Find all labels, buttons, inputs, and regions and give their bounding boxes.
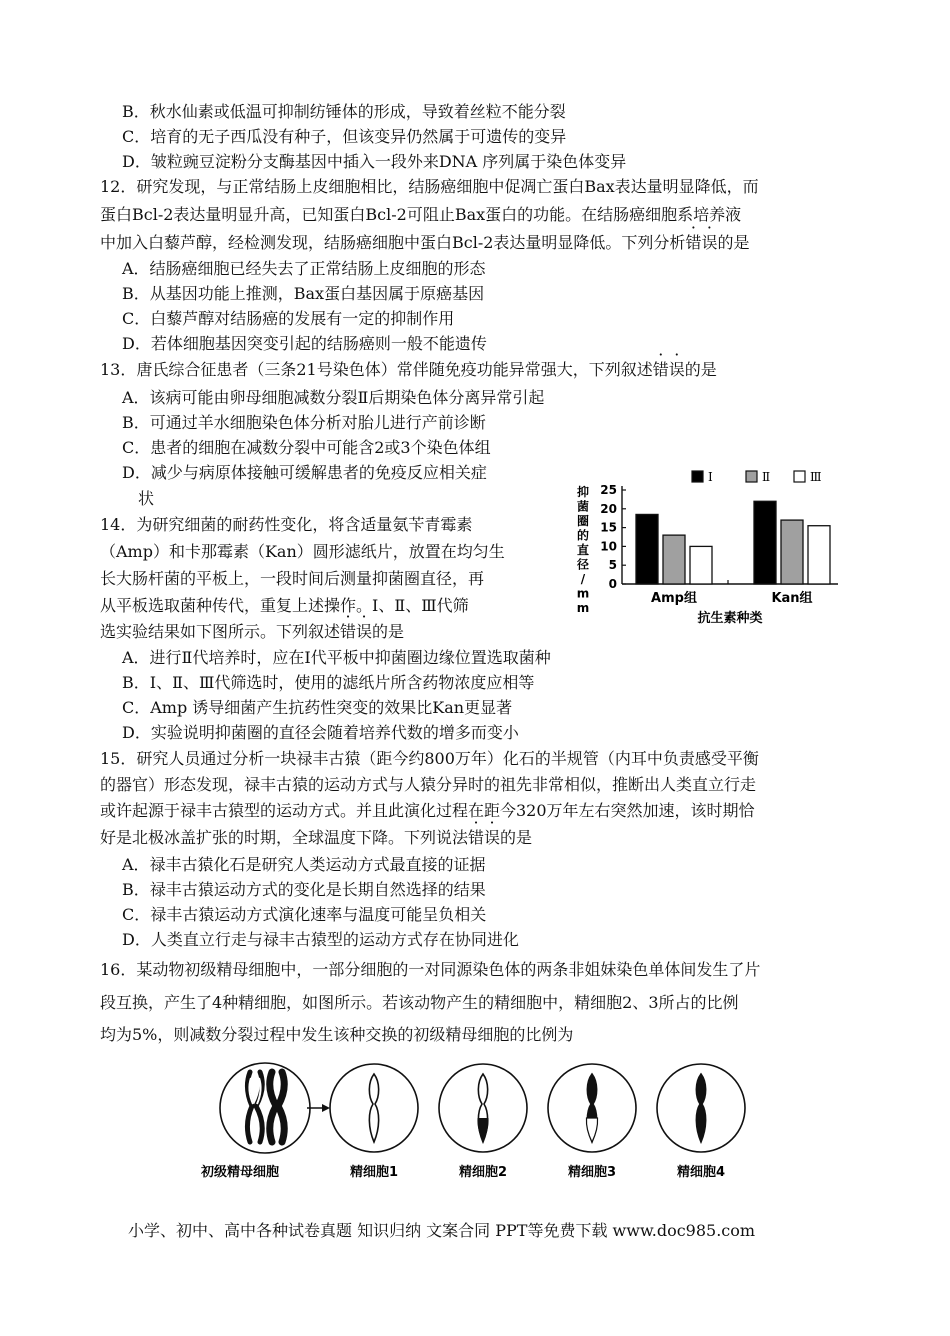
bar-Amp组-2 [663, 535, 685, 584]
q12-option-d: D．若体细胞基因突变引起的结肠癌则一般不能遗传 [122, 334, 487, 353]
ylabel-char: 抑 [576, 485, 590, 499]
chart-legend [692, 470, 822, 484]
ylabel-char: / [580, 572, 586, 586]
q15-stem-line4: 好是北极冰盖扩张的时期，全球温度下降。下列说法错误的是 [100, 826, 532, 850]
legend-swatch-3 [794, 471, 805, 482]
q14-stem-line4: 从平板选取菌种传代，重复上述操作。Ⅰ、Ⅱ、Ⅲ代筛 [100, 596, 469, 615]
legend-label-1: Ⅰ [708, 470, 713, 484]
bar-Amp组-3 [690, 546, 712, 584]
q14-option-d: D．实验说明抑菌圈的直径会随着培养代数的增多而变小 [122, 723, 519, 742]
q14-stem-line2: （Amp）和卡那霉素（Kan）圆形滤纸片，放置在均匀生 [100, 542, 505, 561]
ylabel-char: 菌 [576, 499, 590, 514]
q13-option-a: A．该病可能由卵母细胞减数分裂Ⅱ后期染色体分离异常引起 [122, 388, 545, 407]
q14-stem-line3: 长大肠杆菌的平板上，一段时间后测量抑菌圈直径，再 [100, 569, 485, 588]
y-tick-label: 10 [600, 539, 617, 554]
chart-x-axis-label: 抗生素种类 [697, 611, 763, 626]
emphasis-char: 误 [484, 828, 501, 847]
q16-stem-line3: 均为5%，则减数分裂过程中发生该种交换的初级精母细胞的比例为 [100, 1025, 574, 1044]
y-tick-label: 5 [608, 558, 617, 573]
ylabel-char: m [576, 586, 590, 601]
x-category-label: Amp组 [651, 591, 697, 606]
label-sperm-cell-1: 精细胞1 [349, 1165, 399, 1180]
sperm-cell-figure [200, 1058, 760, 1188]
q16-stem-line2: 段互换，产生了4种精细胞，如图所示。若该动物产生的精细胞中，精细胞2、3所占的比例 [100, 993, 739, 1012]
q15-option-c: C．禄丰古猿运动方式演化速率与温度可能呈负相关 [122, 905, 487, 924]
emphasis-char: 误 [356, 622, 373, 641]
q15-option-b: B．禄丰古猿运动方式的变化是长期自然选择的结果 [122, 880, 486, 899]
q15-stem-line3: 或许起源于禄丰古猿型的运动方式。并且此演化过程在距今320万年左右突然加速，该时期恰 [100, 801, 755, 820]
q13-stem: 13．唐氏综合征患者（三条21号染色体）常伴随免疫功能异常强大，下列叙述错误的是 [100, 358, 717, 382]
label-sperm-cell-3: 精细胞3 [567, 1165, 617, 1180]
legend-label-2: Ⅱ [762, 470, 771, 484]
q11-option-b: B．秋水仙素或低温可抑制纺锤体的形成，导致着丝粒不能分裂 [122, 102, 566, 121]
bar-Kan组-3 [808, 526, 830, 584]
y-tick-label: 25 [600, 483, 617, 497]
legend-swatch-2 [746, 471, 757, 482]
q15-option-d: D．人类直立行走与禄丰古猿型的运动方式存在协同进化 [122, 930, 519, 949]
chromosome-black-icon [696, 1074, 705, 1142]
q12-stem-line1: 12．研究发现，与正常结肠上皮细胞相比，结肠癌细胞中促凋亡蛋白Bax表达量明显降低，而 [100, 177, 759, 196]
q11-option-d: D．皱粒豌豆淀粉分支酶基因中插入一段外来DNA 序列属于染色体变异 [122, 152, 627, 171]
label-primary-spermatocyte: 初级精母细胞 [200, 1165, 280, 1180]
q15-option-a: A．禄丰古猿化石是研究人类运动方式最直接的证据 [122, 855, 486, 874]
bar-Kan组-1 [754, 501, 776, 584]
y-tick-label: 0 [608, 577, 617, 591]
q14-stem-line5: 选实验结果如下图所示。下列叙述错误的是 [100, 620, 404, 644]
antibiotic-bar-chart [570, 462, 850, 637]
ylabel-char: 直 [576, 543, 590, 557]
q12-option-a: A．结肠癌细胞已经失去了正常结肠上皮细胞的形态 [122, 259, 486, 278]
y-tick-label: 20 [600, 501, 617, 516]
q12-stem-line2: 蛋白Bcl-2表达量明显升高，已知蛋白Bcl-2可阻止Bax蛋白的功能。在结肠癌细胞系培养液 [100, 205, 742, 224]
y-tick-label: 15 [600, 520, 617, 535]
chart-bars [636, 501, 830, 584]
arrow-icon [322, 1104, 330, 1112]
label-sperm-cell-4: 精细胞4 [676, 1165, 726, 1180]
q13-option-b: B．可通过羊水细胞染色体分析对胎儿进行产前诊断 [122, 413, 486, 432]
q14-option-b: B．Ⅰ、Ⅱ、Ⅲ代筛选时，使用的滤纸片所含药物浓度应相等 [122, 673, 535, 692]
legend-label-3: Ⅲ [810, 470, 822, 484]
q11-option-c: C．培育的无子西瓜没有种子，但该变异仍然属于可遗传的变异 [122, 127, 567, 146]
x-category-label: Kan组 [771, 591, 813, 606]
chromosome-white-icon [369, 1074, 378, 1142]
q14-stem-line1: 14．为研究细菌的耐药性变化，将含适量氨苄青霉素 [100, 515, 473, 534]
q13-option-d-line2: 状 [138, 489, 155, 508]
ylabel-char: m [576, 601, 590, 615]
emphasis-char: 错 [685, 233, 702, 252]
emphasis-char: 错 [340, 622, 357, 641]
q12-stem-line3: 中加入白藜芦醇，经检测发现，结肠癌细胞中蛋白Bcl-2表达量明显降低。下列分析错误的是 [100, 231, 749, 255]
q14-option-c: C．Amp 诱导细菌产生抗药性突变的效果比Kan更显著 [122, 698, 513, 717]
q12-option-c: C．白藜芦醇对结肠癌的发展有一定的抑制作用 [122, 309, 455, 328]
page-footer: 小学、初中、高中各种试卷真题 知识归纳 文案合同 PPT等免费下载 www.doc985.com [128, 1221, 756, 1240]
q13-option-d-line1: D．减少与病原体接触可缓解患者的免疫反应相关症 [122, 463, 487, 482]
primary-spermatocyte-circle [220, 1063, 310, 1153]
q12-option-b: B．从基因功能上推测，Bax蛋白基因属于原癌基因 [122, 284, 485, 303]
emphasis-char: 误 [668, 360, 685, 379]
bar-Amp组-1 [636, 514, 658, 584]
ylabel-char: 的 [576, 528, 590, 543]
ylabel-char: 径 [576, 557, 590, 572]
label-sperm-cell-2: 精细胞2 [458, 1165, 508, 1180]
q14-option-a: A．进行Ⅱ代培养时，应在Ⅰ代平板中抑菌圈边缘位置选取菌种 [122, 648, 551, 667]
chart-y-axis-label [576, 484, 589, 615]
q13-option-c: C．患者的细胞在减数分裂中可能含2或3个染色体组 [122, 438, 491, 457]
ylabel-char: 圈 [576, 514, 590, 528]
emphasis-char: 误 [701, 233, 718, 252]
legend-swatch-1 [692, 471, 703, 482]
bar-Kan组-2 [781, 520, 803, 584]
q16-stem-line1: 16．某动物初级精母细胞中，一部分细胞的一对同源染色体的两条非姐妹染色单体间发生了片 [100, 960, 761, 979]
emphasis-char: 错 [468, 828, 485, 847]
q15-stem-line2: 的器官）形态发现，禄丰古猿的运动方式与人猿分异时的祖先非常相似，推断出人类直立行走 [100, 775, 757, 794]
emphasis-char: 错 [652, 360, 669, 379]
q15-stem-line1: 15．研究人员通过分析一块禄丰古猿（距今约800万年）化石的半规管（内耳中负责感受平衡 [100, 749, 759, 768]
